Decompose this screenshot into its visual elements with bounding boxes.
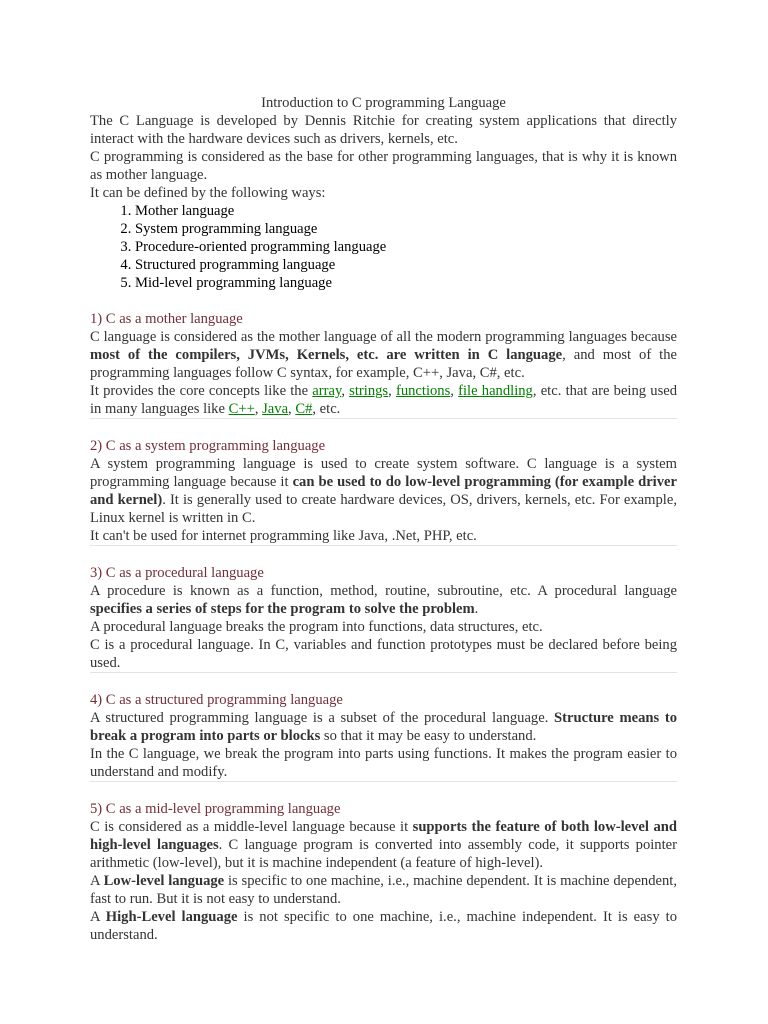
link-functions[interactable]: functions — [395, 383, 451, 399]
link-strings[interactable]: strings — [349, 383, 389, 399]
section-paragraph: C language is considered as the mother language of all the modern programming languages because most of the compilers, JVMs, Kernels, etc. are written in C language, and most of the programming languages follow C syntax, for example, C++, Java, C#, etc. — [90, 329, 677, 381]
section-paragraph: In the C language, we break the program into parts using functions. It makes the program easier to understand and modify. — [90, 746, 677, 780]
bold-text: Structure means to break a program into parts or blocks — [90, 710, 677, 744]
list-item: 1. Mother language — [135, 202, 677, 220]
bold-text: specifies a series of steps for the program to solve the problem — [90, 601, 475, 617]
section-procedural — [90, 564, 677, 673]
section-paragraph: A High-Level language is not specific to one machine, i.e., machine independent. It is easy to understand. — [90, 909, 678, 943]
intro-paragraph-3: It can be defined by the following ways: — [90, 185, 326, 201]
intro-paragraph-1: The C Language is developed by Dennis Ritchie for creating system applications that directly interact with the hardware devices such as drivers, kernels, etc. — [90, 113, 677, 147]
list-item: 2. System programming language — [135, 220, 677, 238]
document-page — [90, 94, 677, 944]
section-heading: 5) C as a mid-level programming language — [90, 801, 341, 817]
section-heading: 2) C as a system programming language — [90, 438, 326, 454]
section-paragraph: A system programming language is used to create system software. C language is a system programming language because it can be used to do low-level programming (for example driver and kernel). It is generally used to create hardware devices, OS, drivers, kernels, etc. For example, Linux kernel is written in C. — [90, 456, 677, 526]
section-paragraph: It provides the core concepts like the array, strings, functions, file handling, etc. that are being used in many languages like C++, Java, C#, etc. — [90, 383, 678, 417]
bold-text: most of the compilers, JVMs, Kernels, etc. are written in C language — [90, 347, 563, 363]
bold-text: can be used to do low-level programming (for example driver and kernel) — [90, 474, 677, 508]
section-paragraph: It can't be used for internet programming like Java, .Net, PHP, etc. — [90, 528, 477, 544]
section-paragraph: C is a procedural language. In C, variables and function prototypes must be declared before being used. — [90, 637, 677, 671]
list-item: 5. Mid-level programming language — [135, 274, 677, 292]
section-mother-language — [90, 310, 677, 419]
bold-text: Low-level language — [103, 873, 225, 889]
page-title: Introduction to C programming Language — [261, 95, 506, 111]
section-structured — [90, 691, 677, 782]
list-item: 4. Structured programming language — [135, 256, 677, 274]
intro-paragraph-2: C programming is considered as the base for other programming languages, that is why it is known as mother language. — [90, 149, 677, 183]
section-heading: 4) C as a structured programming language — [90, 692, 343, 708]
bold-text: supports the feature of both low-level and high-level languages — [90, 819, 677, 853]
section-mid-level — [90, 800, 677, 944]
bold-text: High-Level language — [105, 909, 238, 925]
section-paragraph: C is considered as a middle-level language because it supports the feature of both low-level and high-level languages. C language program is converted into assembly code, it supports pointer arithmetic (low-level), but it is machine independent (a feature of high-level). — [90, 819, 677, 871]
section-heading: 1) C as a mother language — [90, 311, 243, 327]
section-paragraph: A procedural language breaks the program into functions, data structures, etc. — [90, 619, 543, 635]
section-system-programming — [90, 437, 677, 546]
link-array[interactable]: array — [312, 383, 342, 399]
definition-list — [90, 202, 677, 292]
link-csharp[interactable]: C# — [295, 401, 313, 417]
section-heading: 3) C as a procedural language — [90, 565, 264, 581]
section-paragraph: A structured programming language is a subset of the procedural language. Structure means to break a program into parts or blocks so that it may be easy to understand. — [90, 710, 677, 744]
link-cpp[interactable]: C++ — [228, 401, 255, 417]
list-item: 3. Procedure-oriented programming language — [135, 238, 677, 256]
section-paragraph: A procedure is known as a function, method, routine, subroutine, etc. A procedural language specifies a series of steps for the program to solve the problem. — [90, 583, 677, 617]
link-file-handling[interactable]: file handling — [458, 383, 533, 399]
section-paragraph: A Low-level language is specific to one machine, i.e., machine dependent. It is machine dependent, fast to run. But it is not easy to understand. — [90, 873, 677, 907]
link-java[interactable]: Java — [262, 401, 289, 417]
